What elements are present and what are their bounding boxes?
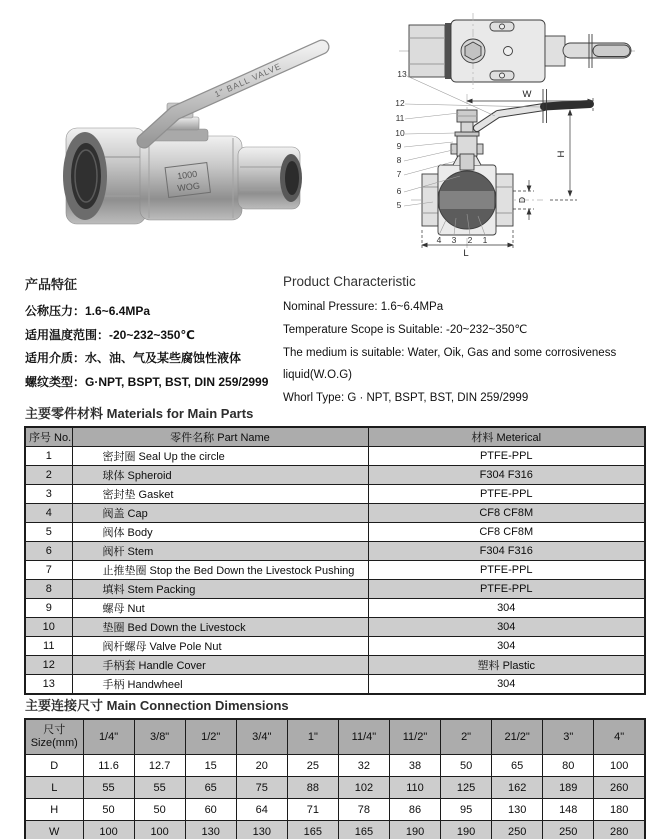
stem xyxy=(460,154,474,170)
dimension-label: W xyxy=(25,821,83,839)
dimension-value: 100 xyxy=(83,821,134,839)
dimension-value: 65 xyxy=(185,777,236,799)
part-name: 手柄 Handwheel xyxy=(72,675,368,695)
materials-row xyxy=(25,618,645,637)
dimension-value: 15 xyxy=(185,755,236,777)
ball-valve-photo-graphic xyxy=(28,10,340,260)
dimension-value: 55 xyxy=(83,777,134,799)
materials-title-en: Materials for Main Parts xyxy=(106,406,254,421)
dimension-value: 55 xyxy=(134,777,185,799)
dimensions-table xyxy=(24,718,646,839)
part-material: CF8 CF8M xyxy=(368,523,645,542)
part-material: PTFE-PPL xyxy=(368,561,645,580)
callout-3: 3 xyxy=(451,235,457,245)
part-name: 密封垫 Gasket xyxy=(72,485,368,504)
dimension-value: 100 xyxy=(134,821,185,839)
part-material: 304 xyxy=(368,599,645,618)
feature-en-thread: Whorl Type: G · NPT, BSPT, BST, DIN 259/2999 xyxy=(283,392,529,405)
body-mark-line2: WOG xyxy=(176,180,201,194)
dimension-value: 125 xyxy=(441,777,492,799)
dimension-value: 64 xyxy=(236,799,287,821)
dimension-value: 130 xyxy=(492,799,543,821)
dimension-value: 148 xyxy=(543,799,594,821)
part-no: 10 xyxy=(25,618,72,637)
dimensions-header-col: 11/4" xyxy=(338,719,389,755)
dim-label-l: L xyxy=(463,248,469,259)
right-thread-hole xyxy=(285,161,299,195)
part-material: 304 xyxy=(368,618,645,637)
callout-5: 5 xyxy=(396,200,402,210)
part-material: 塑料 Plastic xyxy=(368,656,645,675)
part-name: 手柄套 Handle Cover xyxy=(72,656,368,675)
dimension-value: 86 xyxy=(389,799,440,821)
features-chinese xyxy=(25,274,283,410)
materials-row xyxy=(25,656,645,675)
dimensions-header-col: 21/2" xyxy=(492,719,543,755)
part-name: 填料 Stem Packing xyxy=(72,580,368,599)
part-name: 螺母 Nut xyxy=(72,599,368,618)
dimension-value: 250 xyxy=(543,821,594,839)
dimensions-row xyxy=(25,821,645,839)
valve-drawing xyxy=(393,4,667,260)
feature-cn-pressure: 公称压力：1.6~6.4MPa xyxy=(25,304,151,318)
part-material: CF8 CF8M xyxy=(368,504,645,523)
dimensions-header-col: 2" xyxy=(441,719,492,755)
materials-header-name: 零件名称 Part Name xyxy=(72,427,368,447)
part-material: PTFE-PPL xyxy=(368,580,645,599)
callout-4: 4 xyxy=(436,235,442,245)
dimensions-title-en: Main Connection Dimensions xyxy=(106,698,289,713)
packing-box xyxy=(457,136,477,156)
callout-10: 10 xyxy=(395,128,405,138)
materials-title xyxy=(25,403,646,422)
dimensions-header-col: 11/2" xyxy=(389,719,440,755)
dimensions-header-col: 1/4" xyxy=(83,719,134,755)
washer xyxy=(455,132,479,136)
part-no: 4 xyxy=(25,504,72,523)
features-english xyxy=(283,274,647,410)
materials-row xyxy=(25,561,645,580)
feature-cn-medium: 适用介质：水、油、气及某些腐蚀性液体 xyxy=(25,351,242,365)
dimension-value: 25 xyxy=(287,755,338,777)
callout-9: 9 xyxy=(396,141,402,151)
dimension-value: 50 xyxy=(441,755,492,777)
dimension-value: 95 xyxy=(441,799,492,821)
part-material: 304 xyxy=(368,675,645,695)
part-no: 11 xyxy=(25,637,72,656)
part-no: 9 xyxy=(25,599,72,618)
features-title-en: Product Characteristic xyxy=(283,274,416,289)
dimension-value: 100 xyxy=(594,755,645,777)
materials-header-material: 材料 Meterical xyxy=(368,427,645,447)
materials-table xyxy=(24,426,646,695)
part-name: 阀杆螺母 Valve Pole Nut xyxy=(72,637,368,656)
materials-row xyxy=(25,599,645,618)
part-name: 阀体 Body xyxy=(72,523,368,542)
dimension-value: 65 xyxy=(492,755,543,777)
part-no: 3 xyxy=(25,485,72,504)
part-material: PTFE-PPL xyxy=(368,447,645,466)
dimension-value: 162 xyxy=(492,777,543,799)
dimension-label: D xyxy=(25,755,83,777)
materials-section xyxy=(24,403,646,695)
product-features xyxy=(25,274,647,410)
materials-row xyxy=(25,466,645,485)
part-name: 垫圈 Bed Down the Livestock xyxy=(72,618,368,637)
front-right-pipe-end xyxy=(496,174,513,226)
dimensions-header-col: 3" xyxy=(543,719,594,755)
dimension-value: 260 xyxy=(594,777,645,799)
dimension-value: 110 xyxy=(389,777,440,799)
callout-1: 1 xyxy=(482,235,488,245)
top-view-hex-end xyxy=(409,25,445,77)
feature-en-medium: The medium is suitable: Water, Oik, Gas and some corrosiveness liquid(W.O.G) xyxy=(283,346,617,382)
part-name: 止推垫圈 Stop the Bed Down the Livestock Pushing xyxy=(72,561,368,580)
materials-title-cn: 主要零件材料 xyxy=(25,406,104,421)
materials-row xyxy=(25,523,645,542)
dimension-value: 250 xyxy=(492,821,543,839)
dim-label-w: W xyxy=(522,89,532,100)
dimension-value: 189 xyxy=(543,777,594,799)
dimension-value: 32 xyxy=(338,755,389,777)
dimensions-header-col: 3/4" xyxy=(236,719,287,755)
dimension-value: 190 xyxy=(389,821,440,839)
handle-stamp-text: 1" BALL VALVE xyxy=(213,60,283,100)
callout-2: 2 xyxy=(467,235,473,245)
materials-header-row xyxy=(25,427,645,447)
dimension-value: 280 xyxy=(594,821,645,839)
dimension-label: H xyxy=(25,799,83,821)
part-material: PTFE-PPL xyxy=(368,485,645,504)
part-name: 球体 Spheroid xyxy=(72,466,368,485)
dimension-value: 50 xyxy=(134,799,185,821)
dimension-value: 88 xyxy=(287,777,338,799)
dimension-value: 78 xyxy=(338,799,389,821)
features-title-cn: 产品特征 xyxy=(25,277,78,292)
dimensions-title xyxy=(25,695,646,714)
feature-cn-thread: 螺纹类型：G·NPT, BSPT, BST, DIN 259/2999 xyxy=(25,374,269,389)
feature-cn-temperature: 适用温度范围：-20~232~350℃ xyxy=(25,327,195,342)
dimension-value: 11.6 xyxy=(83,755,134,777)
part-no: 6 xyxy=(25,542,72,561)
dimension-value: 130 xyxy=(236,821,287,839)
dimension-value: 165 xyxy=(338,821,389,839)
part-no: 2 xyxy=(25,466,72,485)
dimensions-row xyxy=(25,799,645,821)
part-material: F304 F316 xyxy=(368,542,645,561)
callout-11: 11 xyxy=(395,113,405,123)
dimensions-header-col: 4" xyxy=(594,719,645,755)
dimensions-header-size: 尺寸 Size(mm) xyxy=(25,719,83,755)
materials-row xyxy=(25,580,645,599)
dimensions-header-row xyxy=(25,719,645,755)
valve-photo xyxy=(28,10,340,260)
dimension-value: 102 xyxy=(338,777,389,799)
materials-header-no: 序号 No. xyxy=(25,427,72,447)
part-no: 7 xyxy=(25,561,72,580)
dimension-value: 165 xyxy=(287,821,338,839)
front-left-pipe-end xyxy=(422,174,438,226)
materials-row xyxy=(25,504,645,523)
dimensions-title-cn: 主要连接尺寸 xyxy=(25,698,104,713)
dimension-value: 38 xyxy=(389,755,440,777)
materials-row xyxy=(25,542,645,561)
part-name: 阀盖 Cap xyxy=(72,504,368,523)
valve-diagram xyxy=(393,4,667,260)
callout-7: 7 xyxy=(396,169,402,179)
dimension-value: 12.7 xyxy=(134,755,185,777)
dimensions-row xyxy=(25,777,645,799)
part-no: 8 xyxy=(25,580,72,599)
dimension-value: 71 xyxy=(287,799,338,821)
dimension-value: 180 xyxy=(594,799,645,821)
dimension-value: 130 xyxy=(185,821,236,839)
part-material: F304 F316 xyxy=(368,466,645,485)
part-no: 1 xyxy=(25,447,72,466)
dimensions-row xyxy=(25,755,645,777)
dimension-label: L xyxy=(25,777,83,799)
dimension-value: 190 xyxy=(441,821,492,839)
callout-6: 6 xyxy=(396,186,402,196)
dimensions-header-col: 1/2" xyxy=(185,719,236,755)
feature-en-pressure: Nominal Pressure: 1.6~6.4MPa xyxy=(283,301,444,313)
materials-row xyxy=(25,447,645,466)
feature-en-temperature: Temperature Scope is Suitable: -20~232~350℃ xyxy=(283,323,528,336)
dimension-value: 80 xyxy=(543,755,594,777)
part-name: 阀杆 Stem xyxy=(72,542,368,561)
part-material: 304 xyxy=(368,637,645,656)
part-no: 5 xyxy=(25,523,72,542)
materials-row xyxy=(25,485,645,504)
top-view-neck xyxy=(545,36,565,66)
dimension-value: 50 xyxy=(83,799,134,821)
body-mark-line1: 1000 xyxy=(176,168,198,182)
ball-bore xyxy=(440,191,494,209)
callout-13: 13 xyxy=(397,69,407,79)
materials-row xyxy=(25,637,645,656)
dimension-value: 60 xyxy=(185,799,236,821)
callout-12: 12 xyxy=(395,98,405,108)
materials-row xyxy=(25,675,645,695)
dimensions-header-col: 1" xyxy=(287,719,338,755)
part-no: 12 xyxy=(25,656,72,675)
front-handle-grip xyxy=(544,104,590,107)
dim-label-d: D xyxy=(517,196,527,204)
dimension-value: 20 xyxy=(236,755,287,777)
dimensions-header-col: 3/8" xyxy=(134,719,185,755)
dim-label-h: H xyxy=(556,150,567,158)
dimension-value: 75 xyxy=(236,777,287,799)
callout-8: 8 xyxy=(396,155,402,165)
top-view-stem-hex xyxy=(465,42,481,60)
part-name: 密封圈 Seal Up the circle xyxy=(72,447,368,466)
part-no: 13 xyxy=(25,675,72,695)
dimensions-section xyxy=(24,695,646,839)
